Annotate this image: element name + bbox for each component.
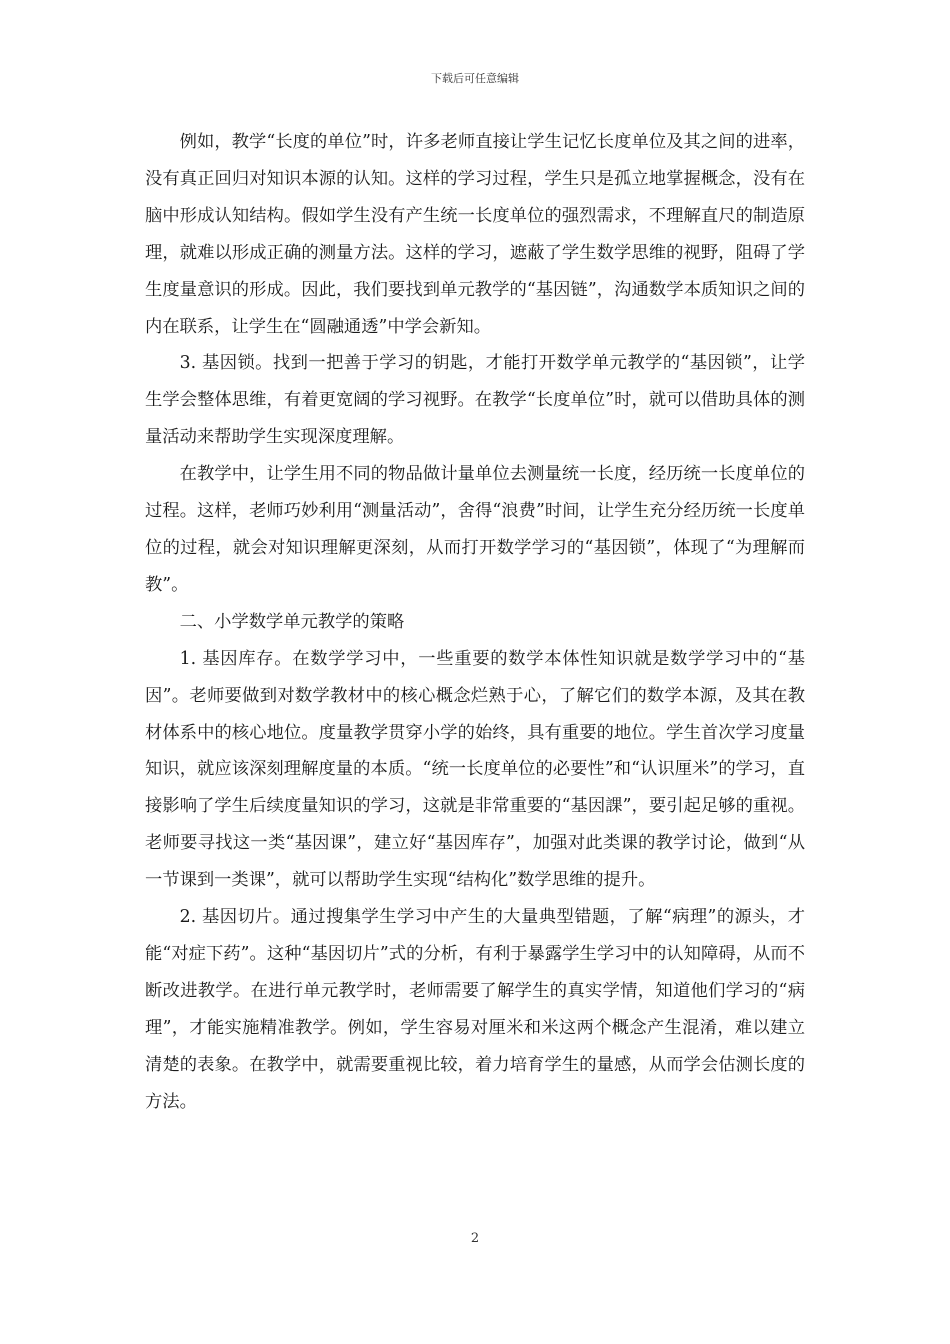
paragraph-teaching: 在教学中，让学生用不同的物品做计量单位去测量统一长度，经历统一长度单位的过程。这样，老师巧妙利用“测量活动”，舍得“浪费”时间，让学生充分经历统一长度单位的过程，就会对知识理解更深刻，从而打开数学学习的“基因锁”，体现了“为理解而教”。 [145, 464, 805, 595]
paragraph-gene-slice: 2. 基因切片。通过搜集学生学习中产生的大量典型错题，了解“病理”的源头，才能“对症下药”。这种“基因切片”式的分析，有利于暴露学生学习中的认知障碍，从而不断改进教学。在进行单元教学时，老师需要了解学生的真实学情，知道他们学习的“病理”，才能实施精准教学。例如，学生容易对厘米和米这两个概念产生混淆，难以建立清楚的表象。在教学中，就需要重视比较，着力培育学生的量感，从而学会估测长度的方法。 [145, 907, 805, 1112]
paragraph-gene-inventory: 1. 基因库存。在数学学习中，一些重要的数学本体性知识就是数学学习中的“基因”。老师要做到对数学教材中的核心概念烂熟于心，了解它们的数学本源，及其在教材体系中的核心地位。度量教学贯穿小学的始终，具有重要的地位。学生首次学习度量知识，就应该深刻理解度量的本质。“统一长度单位的必要性”和“认识厘米”的学习，直接影响了学生后续度量知识的学习，这就是非常重要的“基因課”，要引起足够的重视。老师要寻找这一类“基因课”，建立好“基因库存”，加强对此类课的教学讨论，做到“从一节课到一类课”，就可以帮助学生实现“结构化”数学思维的提升。 [145, 648, 805, 891]
page-number: 2 [470, 1231, 480, 1246]
paragraph-gene-lock: 3. 基因锁。找到一把善于学习的钥匙，才能打开数学单元教学的“基因锁”，让学生学会整体思维，有着更宽阔的学习视野。在教学“长度单位”时，就可以借助具体的测量活动来帮助学生实现深度理解。 [145, 353, 805, 448]
body-text [145, 124, 805, 1120]
page-header: 下载后可任意编辑 [431, 72, 519, 85]
section-heading: 二、小学数学单元教学的策略 [179, 611, 405, 632]
paragraph-example: 例如，教学“长度的单位”时，许多老师直接让学生记忆长度单位及其之间的进率，没有真正回归对知识本源的认知。这样的学习过程，学生只是孤立地掌握概念，没有在脑中形成认知结构。假如学生没有产生统一长度单位的强烈需求，不理解直尺的制造原理，就难以形成正确的测量方法。这样的学习，遮蔽了学生数学思维的视野，阻碍了学生度量意识的形成。因此，我们要找到单元教学的“基因链”，沟通数学本质知识之间的内在联系，让学生在“圆融通透”中学会新知。 [145, 132, 805, 337]
